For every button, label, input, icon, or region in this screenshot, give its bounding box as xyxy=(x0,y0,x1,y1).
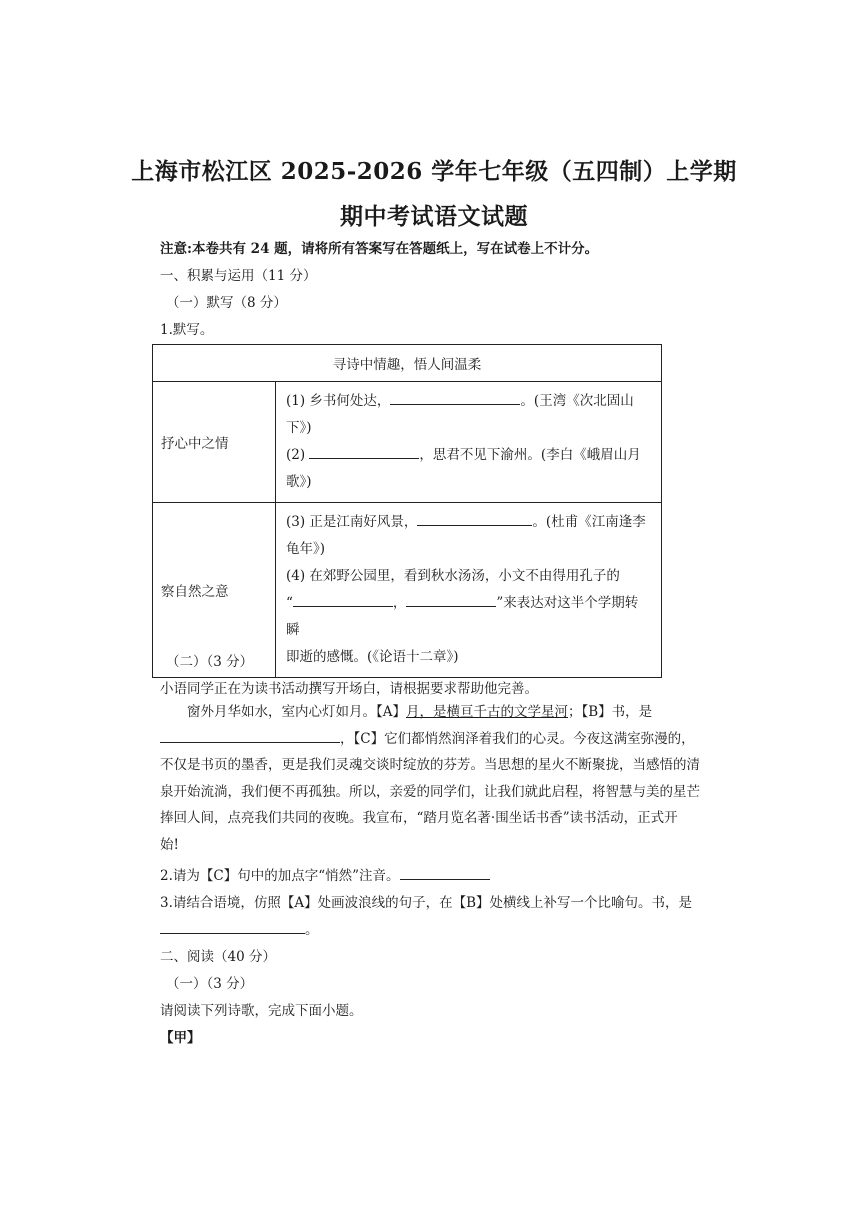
table-header: 寻诗中情趣，悟人间温柔 xyxy=(153,345,662,382)
section2-intro: 请阅读下列诗歌，完成下面小题。 xyxy=(160,1003,363,1019)
item-1-text: (1) 乡书何处达， xyxy=(286,393,391,409)
passage-line-3: 不仅是书页的墨香，更是我们灵魂交谈时绽放的芬芳。当思想的星火不断聚拢，当感悟的清 xyxy=(160,757,700,773)
exam-title-line1: 上海市松江区 2025-2026 学年七年级（五四制）上学期 xyxy=(131,158,737,185)
poem-label-jia: 【甲】 xyxy=(160,1030,201,1046)
item-2 xyxy=(286,442,651,469)
section1-heading: 一、积累与运用（11 分） xyxy=(160,268,317,284)
item-3-text: (3) 正是江南好风景， xyxy=(286,514,418,530)
passage-line-2 xyxy=(160,726,708,753)
item-3-cont: 龟年》) xyxy=(286,541,326,557)
question-1: 1.默写。 xyxy=(160,322,214,338)
item-4-comma: ， xyxy=(392,595,407,611)
item-2-number: (2) xyxy=(286,447,306,463)
item-1 xyxy=(286,388,651,442)
row-label-emotion: 抒心中之情 xyxy=(153,382,276,503)
section2-part1-heading: （一）（3 分） xyxy=(166,976,254,992)
answer-blank-q2[interactable] xyxy=(400,865,490,880)
question-3-answer xyxy=(160,918,319,938)
question-3-period: 。 xyxy=(305,922,319,938)
item-4: (4) 在郊野公园里，看到秋水汤汤，小文不由得用孔子的 xyxy=(286,568,620,584)
answer-blank-2[interactable] xyxy=(309,444,419,459)
item-2-cont: 歌》) xyxy=(286,474,312,490)
answer-blank-4a[interactable] xyxy=(293,592,393,607)
passage-line-4: 泉开始流淌，我们便不再孤独。所以，亲爱的同学们，让我们就此启程，将智慧与美的星芒 xyxy=(160,783,700,800)
passage-line-6: 始! xyxy=(160,836,179,853)
open-quote: “ xyxy=(286,595,293,611)
item-3 xyxy=(286,509,651,536)
section2-heading: 二、阅读（40 分） xyxy=(160,949,276,965)
item-4-text-end: ”来表达对这半个学期转瞬 xyxy=(286,595,639,638)
wavy-underline-sentence: 月，是横亘千古的文学星河 xyxy=(406,704,568,720)
question-2-text: 2.请为【C】句中的加点字“悄然”注音。 xyxy=(160,868,400,884)
answer-blank-q3[interactable] xyxy=(160,919,305,934)
opening-speech-passage xyxy=(160,699,708,858)
part2-heading: （二）（3 分） xyxy=(166,654,254,670)
row-label-nature: 察自然之意 xyxy=(153,503,276,678)
passage-line-1-b: ；【B】书，是 xyxy=(568,704,653,720)
passage-line-5: 捧回人间，点亮我们共同的夜晚。我宣布，“踏月览名著·围坐话书香”读书活动，正式开 xyxy=(160,810,678,826)
section1-part1-heading: （一）默写（8 分） xyxy=(166,295,287,311)
passage-line-1-a: 窗外月华如水，室内心灯如月。【A】 xyxy=(187,704,406,720)
answer-blank-1[interactable] xyxy=(390,390,520,405)
item-4-cont: 即逝的感慨。(《论语十二章》) xyxy=(286,649,459,665)
item-2-text: ，思君不见下渝州。(李白《峨眉山月 xyxy=(419,447,641,463)
passage-line-1 xyxy=(160,699,708,726)
row-content-nature xyxy=(276,503,662,678)
row-content-emotion xyxy=(276,382,662,503)
answer-blank-4b[interactable] xyxy=(406,592,496,607)
item-3-source: 。(杜甫《江南逢李 xyxy=(532,514,646,530)
exam-title-line2: 期中考试语文试题 xyxy=(340,203,528,230)
part2-intro: 小语同学正在为读书活动撰写开场白，请根据要求帮助他完善。 xyxy=(160,681,538,697)
exam-notice: 注意:本卷共有 24 题，请将所有答案写在答题纸上，写在试卷上不计分。 xyxy=(160,241,599,257)
item-4-line2 xyxy=(286,590,651,644)
question-3: 3.请结合语境，仿照【A】处画波浪线的句子，在【B】处横线上补写一个比喻句。书，是 xyxy=(160,895,693,911)
passage-line-2-text: ，【C】它们都悄然润泽着我们的心灵。今夜这满室弥漫的， xyxy=(340,730,695,747)
item-1-source: 。(王湾《次北固山下》) xyxy=(286,393,634,436)
question-2 xyxy=(160,864,490,884)
dictation-table xyxy=(152,344,662,678)
answer-blank-3[interactable] xyxy=(417,511,532,526)
answer-blank-B[interactable] xyxy=(160,728,340,743)
